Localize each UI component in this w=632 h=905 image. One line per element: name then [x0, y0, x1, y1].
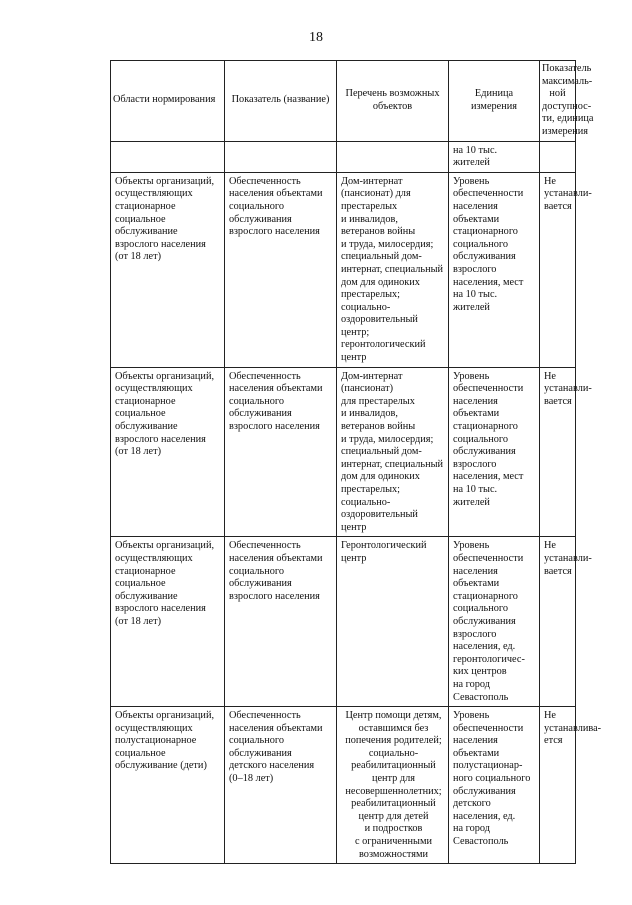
cell-text-line: устанавли-	[544, 188, 592, 200]
cell-text-line: обслуживания	[229, 747, 292, 759]
page-number: 18	[309, 30, 323, 45]
cell-unit	[449, 367, 540, 537]
cell-objects	[337, 367, 449, 537]
cell-text-line: социального	[229, 565, 285, 577]
cell-text-line: взрослого населения	[229, 421, 320, 433]
cell-text-line: Перечень возможных	[345, 88, 440, 100]
cell-text-line: населения, мест	[453, 471, 524, 483]
cell-text-line: стационарного	[453, 421, 518, 433]
cell-text-line: Объекты организаций,	[115, 175, 215, 187]
cell-text-line: и труда, милосердия;	[341, 238, 434, 250]
cell-text-line: социального	[453, 603, 509, 615]
cell-text-line: Обеспеченность	[229, 540, 301, 552]
cell-text-line: максималь-	[542, 75, 593, 87]
cell-text-line: социальное	[115, 578, 166, 590]
cell-text-line: стационарное	[115, 565, 176, 577]
cell-area	[111, 707, 225, 864]
cell-text-line: ного социального	[453, 773, 531, 785]
cell-text-line: социальное	[115, 747, 166, 759]
cell-max	[540, 707, 602, 864]
cell-text-line: социальное	[115, 213, 166, 225]
cell-text-line: детского населения	[229, 760, 315, 772]
cell-text-line: интернат, специальный	[341, 458, 444, 470]
norms-table	[110, 60, 602, 864]
cell-text-line: ветеранов войны	[341, 421, 416, 433]
cell-text-line: Не	[544, 540, 557, 552]
cell-text-line: обслуживания	[229, 408, 292, 420]
cell-text-line: населения, мест	[453, 276, 524, 288]
cell-text-line: Обеспеченность	[229, 710, 301, 722]
cell-text-line: полустационарное	[115, 735, 197, 747]
cell-text-line: Объекты организаций,	[115, 540, 215, 552]
cell-max	[540, 172, 592, 367]
cell-text-line: устанавли-	[544, 552, 592, 564]
cell-text-line: жителей	[453, 157, 490, 169]
cell-empty	[540, 141, 576, 172]
cell-text-line: геронтологичес-	[453, 653, 525, 665]
cell-area	[111, 367, 225, 537]
cell-text-line: социального	[453, 238, 509, 250]
cell-unit	[449, 141, 540, 172]
cell-text-line: детского	[453, 798, 491, 810]
cell-text-line: Уровень	[453, 710, 490, 722]
cell-text-line: взрослого населения	[115, 603, 206, 615]
cell-text-line: Показатель	[542, 63, 592, 74]
cell-text-line: измерения	[471, 100, 517, 112]
cell-text-line: оставшимся без	[358, 722, 429, 734]
table-row	[111, 537, 576, 707]
cell-text-line: престарелых;	[341, 289, 401, 301]
cell-text-line: центр для детей	[358, 810, 429, 822]
cell-text-line: жителей	[453, 496, 490, 508]
cell-text-line: и подростков	[364, 823, 423, 835]
cell-text-line: обслуживания	[229, 578, 292, 590]
cell-max	[540, 537, 592, 707]
cell-text-line: центр	[341, 352, 367, 364]
cell-text-line: попечения родителей;	[345, 735, 442, 747]
cell-text-line: (пансионат)	[341, 383, 393, 395]
cell-text-line: оздоровительный	[341, 314, 418, 326]
cell-text-line: населения объектами	[229, 722, 323, 734]
cell-text-line: измерения	[542, 125, 588, 137]
cell-indicator	[225, 367, 337, 537]
cell-text-line: социального	[229, 200, 285, 212]
cell-text-line: (от 18 лет)	[115, 615, 162, 627]
cell-indicator	[225, 537, 337, 707]
cell-text-line: дом для одиноких	[341, 471, 420, 483]
header-objects	[337, 61, 449, 142]
cell-text-line: осуществляющих	[115, 722, 193, 734]
cell-text-line: обслуживания	[453, 446, 516, 458]
cell-text-line: (пансионат) для	[341, 188, 411, 200]
cell-text-line: объектами	[453, 747, 500, 759]
cell-text-line: реабилитационный	[351, 760, 436, 772]
cell-unit	[449, 707, 540, 864]
cell-text-line: обслуживания	[453, 785, 516, 797]
cell-text-line: обслуживание	[115, 590, 178, 602]
cell-text-line: населения объектами	[229, 188, 323, 200]
cell-text-line: взрослого населения	[229, 590, 320, 602]
cell-text-line: центр;	[341, 326, 370, 338]
cell-text-line: объектов	[372, 100, 413, 112]
cell-text-line: интернат, специальный	[341, 263, 444, 275]
cell-text-line: стационарное	[115, 395, 176, 407]
cell-indicator	[225, 172, 337, 367]
cell-text-line: взрослого	[453, 628, 497, 640]
cell-text-line: населения	[453, 565, 498, 577]
cell-text-line: центр	[341, 521, 367, 533]
cell-text-line: объектами	[453, 213, 500, 225]
header-indicator: Показатель (название)	[225, 61, 337, 142]
cell-text-line: устанавли-	[544, 383, 592, 395]
cell-text-line: населения, ед.	[453, 641, 516, 653]
cell-text-line: вается	[544, 395, 572, 407]
cell-text-line: населения объектами	[229, 552, 323, 564]
cell-text-line: реабилитационный	[351, 798, 436, 810]
cell-text-line: и инвалидов,	[341, 213, 398, 225]
cell-text-line: взрослого населения	[229, 226, 320, 238]
cell-text-line: социально-	[341, 301, 391, 313]
cell-text-line: ется	[544, 735, 563, 747]
cell-text-line: объектами	[453, 578, 500, 590]
cell-area	[111, 537, 225, 707]
cell-text-line: (0–18 лет)	[229, 773, 274, 785]
cell-text-line: на 10 тыс.	[453, 144, 498, 156]
cell-text-line: вается	[544, 565, 572, 577]
header-max-accessibility	[540, 61, 594, 142]
cell-text-line: центр	[341, 552, 367, 564]
table-row	[111, 367, 576, 537]
cell-text-line: объектами	[453, 408, 500, 420]
cell-text-line: обеспеченности	[453, 552, 524, 564]
cell-text-line: Дом-интернат	[341, 175, 403, 187]
cell-text-line: дом для одиноких	[341, 276, 420, 288]
cell-empty	[111, 141, 225, 172]
cell-text-line: вается	[544, 200, 572, 212]
cell-text-line: населения	[453, 200, 498, 212]
cell-text-line: Севастополь	[453, 691, 509, 703]
cell-text-line: населения	[453, 395, 498, 407]
cell-text-line: несовершеннолетних;	[345, 785, 442, 797]
cell-text-line: обслуживание (дети)	[115, 760, 207, 772]
cell-text-line: взрослого	[453, 263, 497, 275]
cell-text-line: обеспеченности	[453, 383, 524, 395]
cell-text-line: осуществляющих	[115, 552, 193, 564]
cell-text-line: возможностями	[359, 848, 428, 860]
cell-text-line: населения объектами	[229, 383, 323, 395]
cell-text-line: на город	[453, 678, 491, 690]
cell-text-line: Уровень	[453, 540, 490, 552]
cell-text-line: Дом-интернат	[341, 370, 403, 382]
cell-unit	[449, 172, 540, 367]
cell-text-line: специальный дом-	[341, 251, 422, 263]
cell-text-line: и труда, милосердия;	[341, 433, 434, 445]
cell-text-line: Центр помощи детям,	[345, 710, 442, 722]
cell-text-line: стационарного	[453, 226, 518, 238]
cell-objects	[337, 172, 449, 367]
cell-objects	[337, 537, 449, 707]
cell-text-line: ких центров	[453, 666, 507, 678]
cell-text-line: на город	[453, 823, 491, 835]
cell-text-line: жителей	[453, 301, 490, 313]
cell-text-line: доступнос-	[542, 100, 592, 112]
cell-text-line: населения, ед.	[453, 810, 516, 822]
cell-text-line: Уровень	[453, 175, 490, 187]
header-unit	[449, 61, 540, 142]
cell-empty	[337, 141, 449, 172]
cell-text-line: осуществляющих	[115, 383, 193, 395]
cell-text-line: и инвалидов,	[341, 408, 398, 420]
cell-text-line: полустационар-	[453, 760, 523, 772]
header-area: Области нормирования	[111, 61, 225, 142]
cell-text-line: осуществляющих	[115, 188, 193, 200]
cell-text-line: социального	[229, 735, 285, 747]
cell-indicator	[225, 707, 337, 864]
cell-text-line: взрослого населения	[115, 238, 206, 250]
cell-text-line: (от 18 лет)	[115, 446, 162, 458]
cell-text-line: обеспеченности	[453, 722, 524, 734]
cell-text-line: социальное	[115, 408, 166, 420]
cell-text-line: социально-	[368, 747, 419, 759]
cell-text-line: обеспеченности	[453, 188, 524, 200]
cell-text-line: престарелых;	[341, 484, 401, 495]
cell-text-line: ной	[549, 88, 566, 100]
cell-text-line: Обеспеченность	[229, 175, 301, 187]
cell-text-line: Не	[544, 175, 557, 187]
cell-text-line: взрослого	[453, 458, 497, 470]
cell-text-line: Объекты организаций,	[115, 370, 215, 382]
cell-text-line: устанавлива-	[544, 722, 602, 734]
cell-text-line: Геронтологический	[341, 540, 427, 552]
cell-objects	[337, 707, 449, 864]
cell-text-line: Севастополь	[453, 836, 509, 848]
cell-text-line: специальный дом-	[341, 446, 422, 458]
cell-text-line: ти, единица	[542, 113, 594, 125]
table-row	[111, 172, 576, 367]
cell-text-line: для престарелых	[341, 395, 415, 407]
cell-text-line: обслуживания	[453, 251, 516, 263]
cell-text-line: обслуживание	[115, 226, 178, 238]
cell-text-line: ветеранов войны	[341, 226, 416, 238]
cell-text-line: Не	[544, 710, 557, 722]
cell-text-line: Объекты организаций,	[115, 710, 215, 722]
cell-text-line: стационарного	[453, 590, 518, 602]
cell-text-line: обслуживание	[115, 421, 178, 433]
cell-empty	[225, 141, 337, 172]
cell-text-line: геронтологический	[341, 339, 426, 351]
cell-text-line: (от 18 лет)	[115, 251, 162, 263]
table-header-row	[111, 61, 576, 142]
cell-text-line: на 10 тыс.	[453, 289, 498, 301]
cell-text-line: Уровень	[453, 370, 490, 382]
cell-text-line: населения	[453, 735, 498, 747]
cell-text-line: престарелых	[341, 200, 398, 212]
cell-area	[111, 172, 225, 367]
cell-text-line: Единица	[474, 88, 514, 100]
cell-text-line: стационарное	[115, 200, 176, 212]
cell-text-line: социально-	[341, 496, 391, 508]
cell-text-line: социального	[453, 433, 509, 445]
table-row-continuation	[111, 141, 576, 172]
cell-text-line: Не	[544, 370, 557, 382]
cell-text-line: на 10 тыс.	[453, 484, 498, 495]
table-row	[111, 707, 576, 864]
cell-text-line: взрослого населения	[115, 433, 206, 445]
cell-text-line: центр для	[371, 773, 416, 785]
cell-text-line: Обеспеченность	[229, 370, 301, 382]
cell-text-line: обслуживания	[453, 615, 516, 627]
cell-text-line: социального	[229, 395, 285, 407]
cell-text-line: обслуживания	[229, 213, 292, 225]
cell-max	[540, 367, 592, 537]
cell-text-line: оздоровительный	[341, 509, 418, 521]
cell-text-line: с ограниченными	[355, 836, 432, 848]
cell-unit	[449, 537, 540, 707]
